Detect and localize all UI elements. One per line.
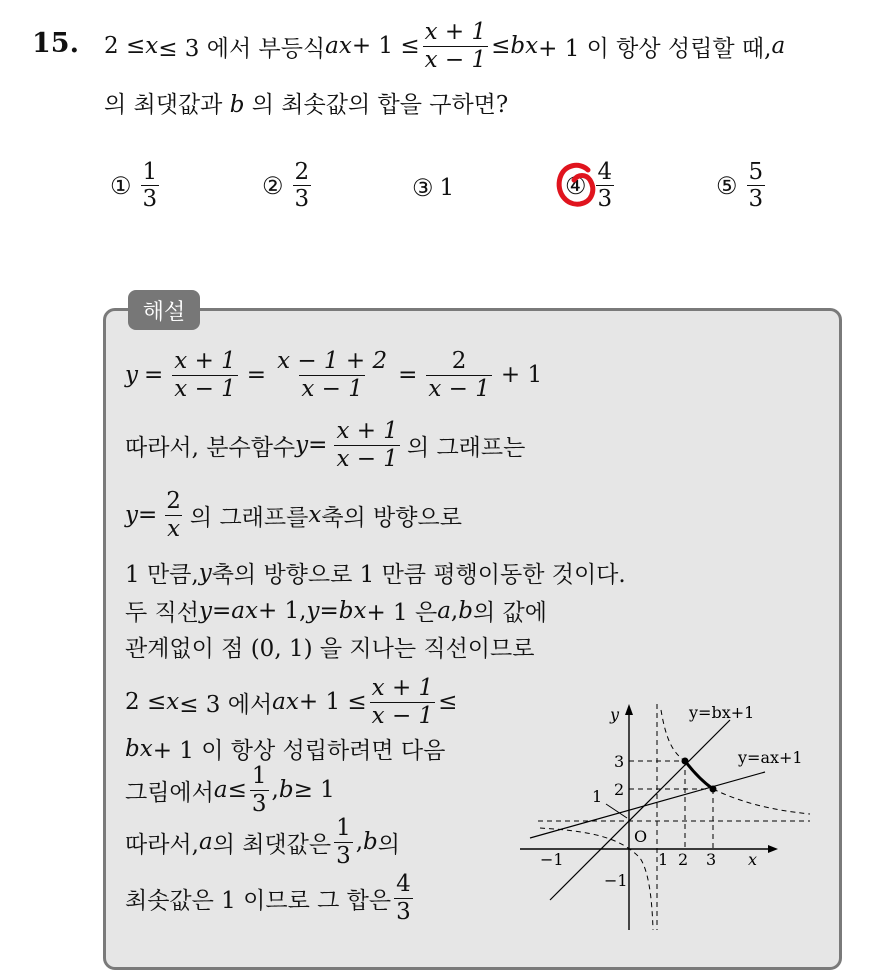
- choice-3[interactable]: [412, 174, 454, 202]
- solution-line-3: [125, 482, 462, 548]
- denominator: 3: [748, 186, 764, 213]
- denominator: x: [167, 515, 181, 542]
- numerator: 2: [451, 348, 467, 375]
- denominator: 3: [396, 898, 411, 925]
- tick-y3: 3: [614, 752, 625, 771]
- text: + 1,: [257, 597, 307, 624]
- text: 따라서, 분수함수: [125, 434, 296, 461]
- numerator: x − 1 + 2: [277, 348, 388, 375]
- var-b: b: [278, 777, 294, 803]
- fraction: [747, 160, 766, 211]
- denominator: x − 1: [428, 375, 490, 402]
- y-axis-label: y: [610, 705, 620, 724]
- text: =: [144, 362, 164, 388]
- tick-neg1-x: −1: [540, 850, 564, 869]
- text: ≥ 1: [293, 777, 335, 803]
- denominator: 3: [251, 790, 267, 817]
- numerator: 5: [748, 159, 764, 185]
- choice-symbol: ③: [412, 174, 434, 202]
- text: =: [398, 362, 418, 388]
- choice-symbol: ②: [262, 171, 284, 200]
- text: 축의 방향으로: [321, 504, 462, 531]
- choice-symbol: ⑤: [716, 171, 738, 200]
- fraction: [370, 676, 436, 727]
- fraction: [426, 349, 492, 400]
- line-ax: [530, 772, 765, 838]
- question-line-2: [104, 86, 508, 119]
- tick-neg1-y: −1: [604, 871, 628, 890]
- text: =: [246, 362, 267, 388]
- x-axis-label: x: [748, 850, 758, 869]
- numerator: 1: [142, 159, 158, 185]
- var-y: y: [306, 597, 320, 624]
- x-axis-arrow-icon: [768, 845, 778, 853]
- numerator: 4: [597, 159, 613, 185]
- denominator: 3: [294, 186, 310, 213]
- var-y: y: [198, 559, 212, 586]
- choice-value: 1: [439, 175, 455, 201]
- solution-line-6: [125, 630, 534, 663]
- text: + 1: [500, 362, 543, 388]
- tick-y2: 2: [614, 780, 625, 799]
- hyperbola-right-lower: [713, 789, 810, 814]
- var-x: x: [145, 33, 159, 59]
- solution-line-11: [125, 866, 416, 930]
- text: 의 최댓값과: [104, 92, 230, 118]
- question-number: 15.: [32, 28, 79, 59]
- var-y: y: [125, 502, 138, 528]
- solution-line-10: [125, 810, 400, 874]
- graph: [510, 690, 830, 940]
- fraction: [275, 349, 389, 400]
- text: + 1 ≤: [351, 33, 420, 59]
- fraction: [394, 872, 413, 923]
- var-b: b: [363, 829, 378, 855]
- var-ax: ax: [272, 689, 299, 715]
- text: + 1 이 항상 성립할 때,: [538, 35, 772, 62]
- denominator: 3: [336, 842, 351, 869]
- choice-1[interactable]: [110, 160, 162, 211]
- line-bx: [550, 720, 730, 900]
- solution-tag: 해설: [128, 290, 200, 330]
- text: 최솟값은 1 이므로 그 합은: [125, 887, 392, 914]
- denominator: 3: [142, 186, 158, 213]
- text: ≤: [438, 689, 458, 715]
- text: ,: [355, 829, 364, 855]
- answer-mark-icon: [552, 160, 604, 216]
- var-y: y: [198, 597, 212, 624]
- point-2-3: [682, 758, 689, 765]
- text: 관계없이 점 (0, 1) 을 지나는 직선이므로: [125, 636, 535, 662]
- origin-label: O: [634, 827, 648, 846]
- choice-symbol: ①: [110, 171, 132, 200]
- tick-y1: 1: [592, 787, 603, 806]
- numerator: 2: [294, 159, 310, 185]
- tick-2: 2: [678, 850, 689, 869]
- text: =: [138, 502, 158, 528]
- point-3-2: [710, 786, 717, 793]
- text: =: [308, 432, 328, 458]
- solution-line-7: [125, 670, 457, 734]
- text: =: [319, 597, 339, 624]
- numerator: x + 1: [336, 418, 398, 445]
- text: 2 ≤: [125, 689, 167, 715]
- numerator: x + 1: [371, 675, 434, 702]
- tick-3: 3: [706, 850, 717, 869]
- fraction: [334, 816, 353, 867]
- var-bx: bx: [510, 33, 539, 59]
- var-a: a: [771, 33, 786, 59]
- text: ≤ 3 에서: [179, 691, 273, 718]
- var-x: x: [166, 689, 180, 715]
- var-a: a: [198, 829, 213, 855]
- fraction: [164, 489, 183, 540]
- numerator: 4: [396, 871, 411, 898]
- question-line-1: [104, 16, 785, 76]
- denominator: x − 1: [301, 375, 363, 402]
- numerator: 2: [166, 488, 181, 515]
- numerator: 1: [336, 815, 351, 842]
- denominator: x − 1: [336, 445, 398, 472]
- solution-line-5: [125, 594, 547, 627]
- text: 축의 방향으로 1 만큼 평행이동한 것이다.: [211, 562, 626, 588]
- label-bx: y=bx+1: [689, 703, 755, 722]
- text: 두 직선: [125, 600, 199, 626]
- text: ≤ 3 에서 부등식: [158, 35, 326, 62]
- var-a: a: [437, 597, 451, 624]
- text: + 1 은: [366, 600, 438, 626]
- var-y: y: [125, 362, 138, 388]
- fraction: [172, 349, 238, 400]
- var-a: a: [213, 777, 228, 803]
- numerator: 1: [251, 763, 267, 790]
- tick-1: 1: [658, 850, 669, 869]
- text: =: [211, 597, 232, 624]
- text: + 1 이 항상 성립하려면 다음: [152, 738, 446, 764]
- fraction: [423, 20, 489, 71]
- solution-line-1: [125, 340, 542, 410]
- fraction: [293, 160, 312, 211]
- solution-line-4: [125, 556, 626, 589]
- hyperbola-right-upper: [661, 710, 685, 761]
- text: 그림에서: [125, 779, 214, 806]
- var-y: y: [295, 432, 309, 458]
- text: 따라서,: [125, 831, 199, 858]
- var-x: x: [308, 502, 322, 528]
- numerator: x + 1: [424, 19, 487, 46]
- numerator: x + 1: [174, 348, 236, 375]
- text: ≤: [491, 33, 511, 59]
- var-bx: bx: [338, 597, 367, 624]
- denominator: x − 1: [174, 375, 236, 402]
- choice-5[interactable]: [716, 160, 768, 211]
- text: 의 최댓값은: [212, 831, 332, 858]
- fraction: [250, 764, 269, 815]
- choice-symbol: ④: [565, 171, 587, 200]
- fraction: [334, 419, 400, 470]
- var-bx: bx: [125, 735, 153, 762]
- text: ≤: [227, 777, 247, 803]
- label-ax: y=ax+1: [738, 748, 803, 767]
- fraction: [141, 160, 160, 211]
- text: 의 최솟값의 합을 구하면?: [244, 92, 509, 118]
- hyperbola-segment: [685, 761, 713, 789]
- text: ,: [450, 597, 459, 624]
- text: 의: [377, 831, 400, 858]
- choice-2[interactable]: [262, 160, 314, 211]
- text: 의 값에: [472, 600, 547, 626]
- denominator: x − 1: [424, 46, 487, 73]
- text: ,: [271, 777, 279, 803]
- text: 2 ≤: [104, 33, 146, 59]
- denominator: 3: [597, 186, 613, 213]
- var-ax: ax: [231, 597, 258, 624]
- y-axis-arrow-icon: [625, 704, 633, 715]
- text: + 1 ≤: [298, 689, 367, 715]
- var-b: b: [458, 597, 473, 624]
- solution-line-2: [125, 412, 525, 478]
- var-b: b: [229, 92, 245, 118]
- text: 의 그래프는: [406, 434, 526, 461]
- text: 1 만큼,: [125, 562, 199, 588]
- text: 의 그래프를: [189, 504, 309, 531]
- denominator: x − 1: [371, 702, 434, 729]
- var-ax: ax: [325, 33, 352, 59]
